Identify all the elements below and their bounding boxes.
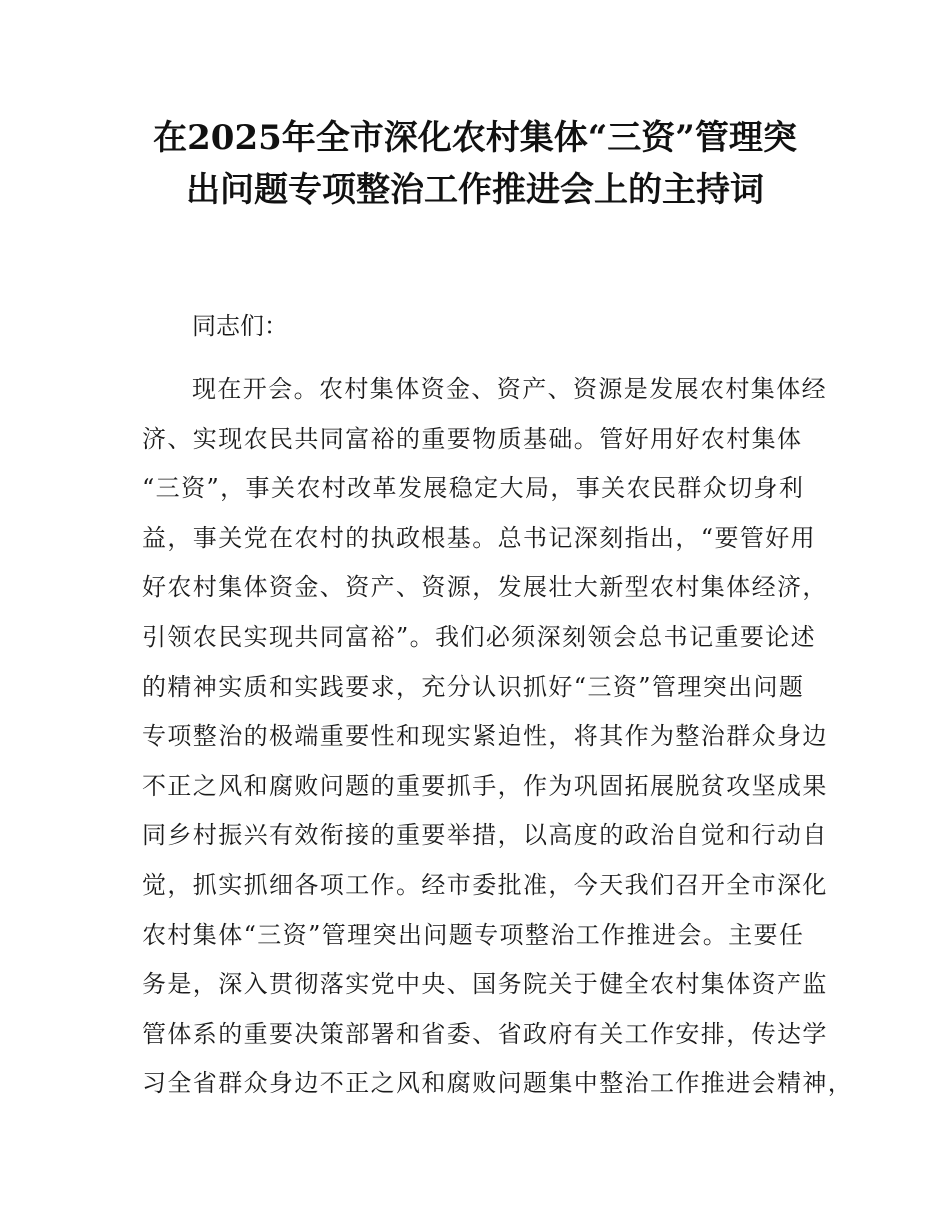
paragraph-line: 济、实现农民共同富裕的重要物质基础。管好用好农村集体 [142, 424, 803, 453]
paragraph-line: 习全省群众身边不正之风和腐败问题集中整治工作推进会精神， [142, 1069, 854, 1098]
greeting-text: 同志们： [192, 312, 288, 340]
greeting [142, 306, 822, 346]
paragraph-line: 务是，深入贯彻落实党中央、国务院关于健全农村集体资产监 [142, 970, 828, 999]
paragraph-line: “三资”，事关农村改革发展稳定大局，事关农民群众切身利 [142, 474, 805, 503]
paragraph-line: 觉，抓实抓细各项工作。经市委批准，今天我们召开全市深化 [142, 870, 828, 899]
title-line-2: 出问题专项整治工作推进会上的主持词 [186, 170, 764, 210]
paragraph-line: 专项整治的极端重要性和现实紧迫性，将其作为整治群众身边 [142, 722, 828, 751]
paragraph-line: 现在开会。农村集体资金、资产、资源是发展农村集体经 [192, 375, 827, 403]
document-title [120, 112, 830, 216]
paragraph-line: 管体系的重要决策部署和省委、省政府有关工作安排，传达学 [142, 1019, 828, 1048]
paragraph-line: 同乡村振兴有效衔接的重要举措，以高度的政治自觉和行动自 [142, 821, 828, 850]
paragraph-line: 农村集体“三资”管理突出问题专项整治工作推进会。主要任 [142, 920, 805, 949]
paragraph-line: 好农村集体资金、资产、资源，发展壮大新型农村集体经济， [142, 573, 828, 602]
paragraph-line: 引领农民实现共同富裕”。我们必须深刻领会总书记重要论述 [142, 622, 817, 651]
body-paragraph [142, 369, 854, 1113]
title-line-1: 在2025年全市深化农村集体“三资”管理突 [153, 118, 797, 158]
paragraph-line: 不正之风和腐败问题的重要抓手，作为巩固拓展脱贫攻坚成果 [142, 771, 828, 800]
paragraph-line: 益，事关党在农村的执政根基。总书记深刻指出，“要管好用 [142, 523, 817, 552]
paragraph-line: 的精神实质和实践要求，充分认识抓好“三资”管理突出问题 [142, 672, 805, 701]
